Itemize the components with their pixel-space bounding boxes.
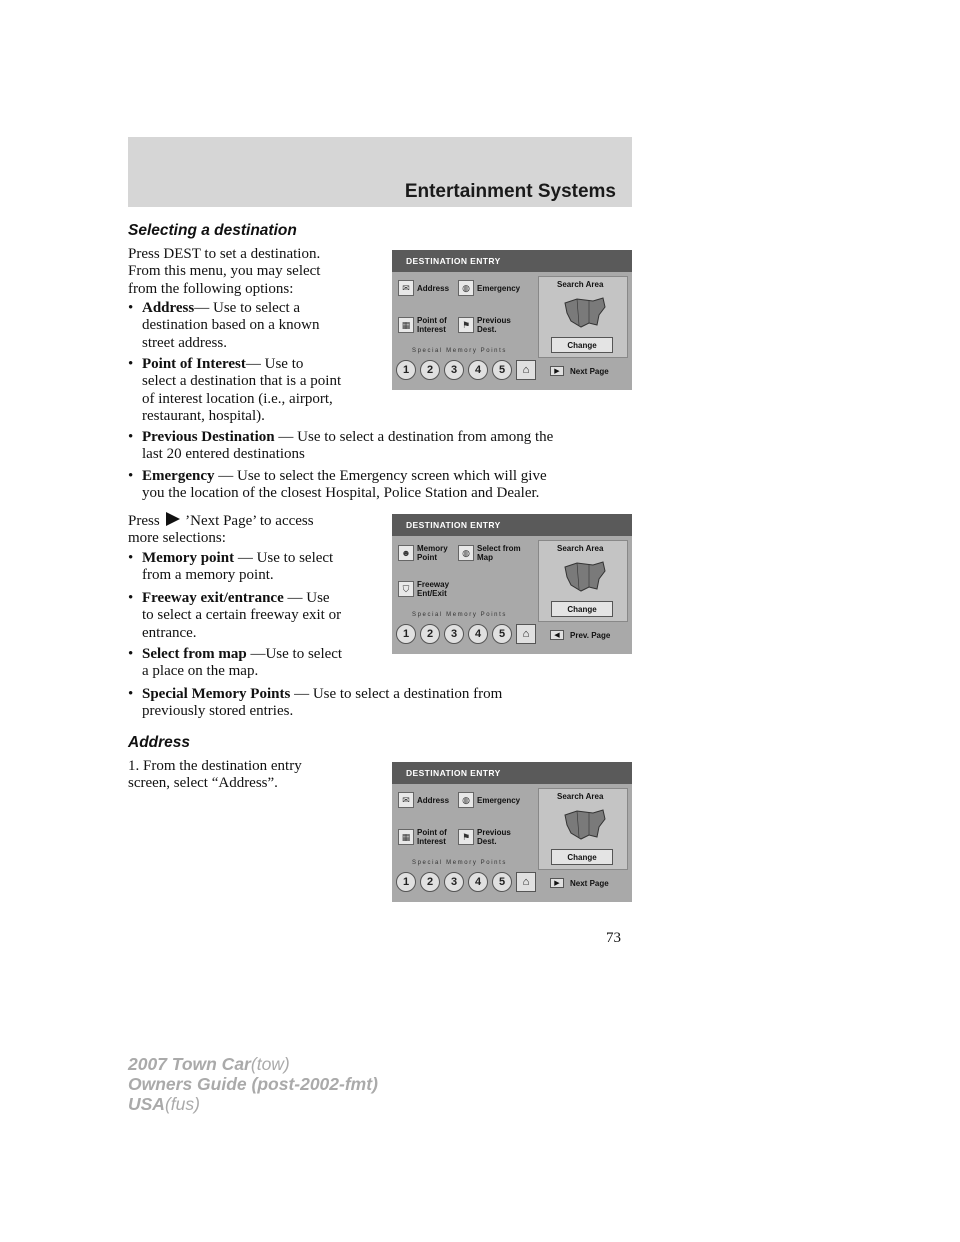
- intro-line: Press DEST to set a destination.: [128, 246, 321, 262]
- memory-button-2[interactable]: 2: [420, 624, 440, 644]
- intro-paragraph: [128, 246, 320, 298]
- page-section-title: Entertainment Systems: [404, 181, 616, 202]
- previous-dest-option[interactable]: ⚑ Previous Dest.: [458, 828, 511, 846]
- step-line: screen, select “Address”.: [128, 775, 278, 792]
- flag-icon: ⚑: [458, 829, 474, 845]
- step-line: 1. From the destination entry: [128, 758, 302, 774]
- memory-button-1[interactable]: 1: [396, 360, 416, 380]
- nav-label: Next Page: [570, 366, 609, 376]
- point-of-interest-option[interactable]: ▦ Point of Interest: [398, 316, 447, 334]
- destination-entry-screen-1: [392, 250, 632, 390]
- memory-button-4[interactable]: 4: [468, 872, 488, 892]
- us-map-icon: [563, 295, 607, 331]
- memory-point-option[interactable]: ☻ Memory Point: [398, 544, 448, 562]
- search-area-panel: [538, 540, 628, 622]
- intro-line: from the following options:: [128, 280, 294, 297]
- pin-icon: ☻: [398, 545, 414, 561]
- destination-entry-screen-2: [392, 514, 632, 654]
- press-next-page-text: Press ’Next Page’ to access more selections:: [128, 513, 314, 547]
- memory-buttons: [396, 872, 536, 892]
- search-area-title: Search Area: [557, 792, 604, 801]
- memory-button-3[interactable]: 3: [444, 624, 464, 644]
- freeway-option[interactable]: ⛉ Freeway Ent/Exit: [398, 580, 449, 598]
- us-map-icon: [563, 559, 607, 595]
- prev-page-button[interactable]: [550, 630, 610, 640]
- globe-icon: ◍: [458, 280, 474, 296]
- right-arrow-icon: ▶: [550, 366, 564, 376]
- special-memory-points-label: Special Memory Points: [412, 348, 507, 354]
- address-option[interactable]: ✉ Address: [398, 792, 449, 808]
- search-area-panel: [538, 276, 628, 358]
- memory-buttons: [396, 624, 536, 644]
- emergency-option[interactable]: ◍ Emergency: [458, 280, 520, 296]
- next-page-button[interactable]: [550, 366, 609, 376]
- home-icon[interactable]: ⌂: [516, 360, 536, 380]
- next-page-button[interactable]: [550, 878, 609, 888]
- memory-button-4[interactable]: 4: [468, 624, 488, 644]
- previous-dest-option[interactable]: ⚑ Previous Dest.: [458, 316, 511, 334]
- change-button[interactable]: Change: [551, 337, 613, 353]
- search-area-title: Search Area: [557, 280, 604, 289]
- screen-title-bar: [392, 762, 632, 784]
- search-area-panel: [538, 788, 628, 870]
- building-icon: ▦: [398, 317, 414, 333]
- memory-button-3[interactable]: 3: [444, 360, 464, 380]
- change-button[interactable]: Change: [551, 849, 613, 865]
- envelope-icon: ✉: [398, 792, 414, 808]
- section-heading-address: Address: [128, 734, 191, 751]
- search-area-title: Search Area: [557, 544, 604, 553]
- globe-icon: ◍: [458, 545, 474, 561]
- special-memory-points-label: Special Memory Points: [412, 860, 507, 866]
- destination-entry-screen-3: [392, 762, 632, 902]
- header-band: [128, 137, 632, 207]
- select-from-map-option[interactable]: ◍ Select from Map: [458, 544, 521, 562]
- intro-line: From this menu, you may select: [128, 263, 321, 280]
- memory-button-5[interactable]: 5: [492, 624, 512, 644]
- section-heading-selecting: Selecting a destination: [128, 222, 297, 239]
- next-arrow-icon: [164, 512, 180, 526]
- nav-label: Next Page: [570, 878, 609, 888]
- memory-button-1[interactable]: 1: [396, 872, 416, 892]
- memory-button-2[interactable]: 2: [420, 360, 440, 380]
- memory-button-2[interactable]: 2: [420, 872, 440, 892]
- globe-icon: ◍: [458, 792, 474, 808]
- emergency-option[interactable]: ◍ Emergency: [458, 792, 520, 808]
- page-number: 73: [606, 930, 621, 946]
- screen-title-bar: [392, 250, 632, 272]
- special-memory-points-label: Special Memory Points: [412, 612, 507, 618]
- screen-title: DESTINATION ENTRY: [406, 256, 501, 266]
- building-icon: ▦: [398, 829, 414, 845]
- memory-button-5[interactable]: 5: [492, 872, 512, 892]
- nav-label: Prev. Page: [570, 630, 611, 640]
- left-arrow-icon: ◀: [550, 630, 564, 640]
- change-button[interactable]: Change: [551, 601, 613, 617]
- memory-button-3[interactable]: 3: [444, 872, 464, 892]
- screen-title-bar: [392, 514, 632, 536]
- point-of-interest-option[interactable]: ▦ Point of Interest: [398, 828, 447, 846]
- flag-icon: ⚑: [458, 317, 474, 333]
- address-step-text: [128, 758, 302, 793]
- memory-button-4[interactable]: 4: [468, 360, 488, 380]
- right-arrow-icon: ▶: [550, 878, 564, 888]
- home-icon[interactable]: ⌂: [516, 872, 536, 892]
- screen-title: DESTINATION ENTRY: [406, 520, 501, 530]
- memory-button-1[interactable]: 1: [396, 624, 416, 644]
- address-option[interactable]: ✉ Address: [398, 280, 449, 296]
- us-map-icon: [563, 807, 607, 843]
- freeway-sign-icon: ⛉: [398, 581, 414, 597]
- envelope-icon: ✉: [398, 280, 414, 296]
- memory-buttons: [396, 360, 536, 380]
- home-icon[interactable]: ⌂: [516, 624, 536, 644]
- footer-imprint: 2007 Town Car(tow) Owners Guide (post-2002-fmt) USA(fus): [128, 1054, 378, 1114]
- memory-button-5[interactable]: 5: [492, 360, 512, 380]
- screen-title: DESTINATION ENTRY: [406, 768, 501, 778]
